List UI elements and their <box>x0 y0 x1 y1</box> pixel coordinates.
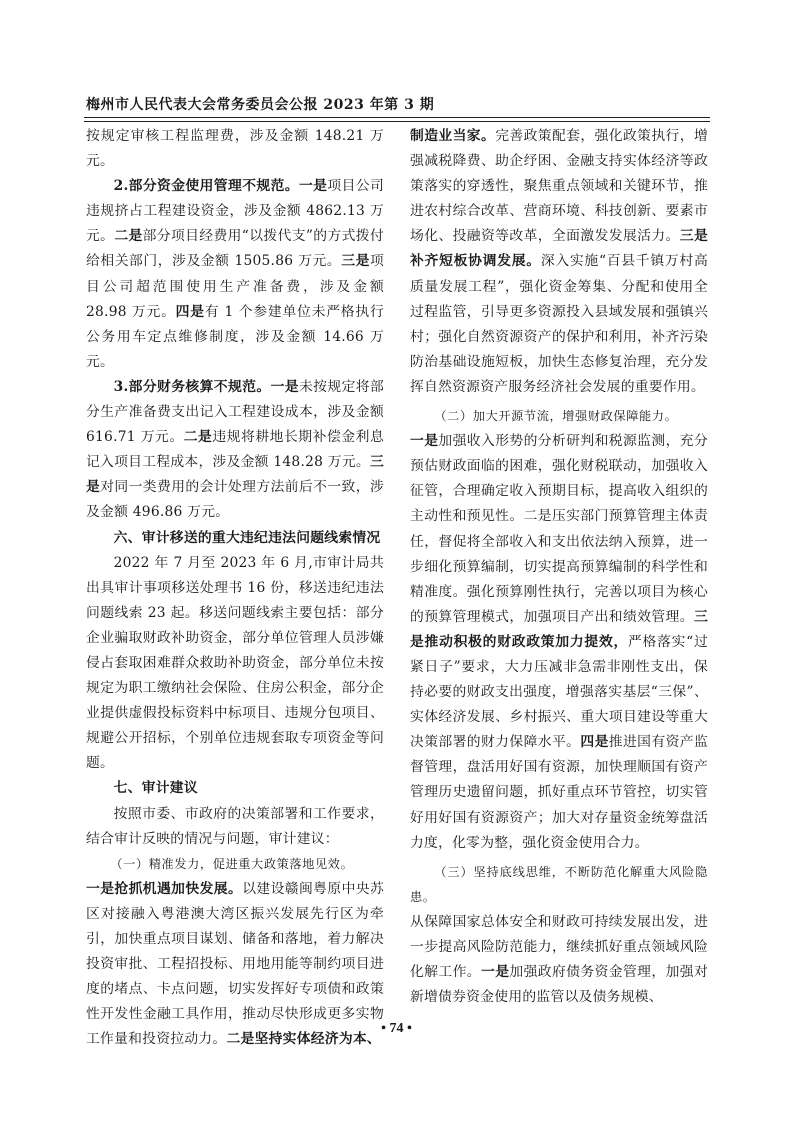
text: 以建设赣闽粤原中央苏区对接融入粤港澳大湾区振兴发展先行区为牵引，加快重点项目谋划、储备和落地，着力解决投资审批、工程招投标、用地用能等制约项目进度的堵点、卡点问题，切实发挥好专项债和政策性开发性金融工具作用，推动尽快形成更多实物工作量和投资拉动力。 <box>86 880 385 1048</box>
section-heading: 3.部分财务核算不规范。 <box>113 378 271 395</box>
bold-lead: 三是推动积极的财政政策加力提效， <box>410 608 708 650</box>
page-number: • 74 • <box>381 1021 412 1036</box>
bulletin-header: 梅州市人民代表大会常务委员会公报 2023 年第 3 期 <box>86 97 435 113</box>
paragraph: 2022 年 7 月至 2023 年 6 月,市审计局共出具审计事项移送处理书 16 份，移送违纪违法问题线索 23 起。移送问题线索主要包括：部分企业骗取财政补助资金，部分单位管理人员涉嫌侵占套取困难群众救助补助资金，部分单位未按规定为职工缴纳社会保险、住房公积金，部分企业提供虚假投标资料中标项目、违规分包项目、规避公开招标，个别单位违规套取专项资金等问题。 <box>86 554 384 772</box>
text: 加强政府债务资金管理，加强对新增债券资金使用的监管以及债务规模、 <box>410 964 709 1006</box>
bold-lead: 二是 <box>114 228 143 245</box>
paragraph: 按照市委、市政府的决策部署和工作要求，结合审计反映的情况与问题，审计建议： <box>86 805 384 847</box>
text: 严格落实“过紧日子”要求，大力压减非急需非刚性支出，保持必要的财政支出强度，增强落实基层“三保”、实体经济发展、乡村振兴、重大项目建设等重大决策部署的财力保障水平。 <box>410 633 708 751</box>
bold-lead: 二是坚持实体经济为本、 <box>226 1031 381 1048</box>
text: 推进国有资产监督管理，盘活用好国有资源，加快理顺国有资产管理历史遗留问题，抓好重点环节管控，切实管好用好国有资源资产；加大对存量资金统筹盘活力度，化零为整，强化资金使用合力。 <box>410 734 709 851</box>
section-heading: 六、审计移送的重大违纪违法问题线索情况 <box>113 529 381 546</box>
paragraph <box>410 124 708 400</box>
right-column <box>410 124 708 1010</box>
bold-lead: 四是 <box>175 303 205 320</box>
subsection-heading: （三）坚持底线思维，不断防范化解重大风险隐患。 <box>410 864 708 904</box>
paragraph: 按规定审核工程监理费，涉及金额 148.21 万元。 <box>86 128 384 170</box>
header-rule-thin <box>84 121 710 122</box>
header-rule-thick <box>84 117 710 118</box>
bold-lead: 二是 <box>183 429 213 446</box>
bold-lead: 一是 <box>481 964 510 981</box>
subsection-heading: （一）精准发力，促进重大政策落地见效。 <box>110 856 354 871</box>
bold-lead: 一是 <box>270 378 299 395</box>
paragraph <box>86 174 384 375</box>
bold-lead: 一是 <box>298 178 328 195</box>
bold-lead: 三是补齐短板协调发展。 <box>410 228 709 270</box>
text: 从保障国家总体安全和财政可持续发展出发，进一步提高风险防范能力，继续抓好重点领域风险化解工作。 <box>410 913 708 981</box>
text: 部分项目经费用“以拨代支”的方式拨付给相关部门，涉及金额 1505.86 万元。 <box>86 228 384 270</box>
text: 完善政策配套，强化政策执行，增强减税降费、助企纾困、金融支持实体经济等政策落实的穿透性，聚焦重点领域和关键环节，推进农村综合改革、营商环境、科技创新、要素市场化、投融资等改革，全面激发发展活力。 <box>410 128 709 245</box>
subsection-heading: （二）加大开源节流，增强财政保障能力。 <box>434 409 678 424</box>
text: 有 1 个参建单位未严格执行公务用车定点维修制度，涉及金额 14.66 万元。 <box>86 303 384 370</box>
text: 违规将耕地长期补偿金利息记入项目工程成本，涉及金额 148.28 万元。 <box>86 429 384 471</box>
text: 加强收入形势的分析研判和税源监测，充分预估财政面临的困难，强化财税联动，加强收入征管，合理确定收入预期目标，提高收入组织的主动性和预见性。二是压实部门预算管理主体责任，督促将全部收入和支出依法纳入预算，进一步细化预算编制，切实提高预算编制的科学性和精准度。强化预算刚性执行，完善以项目为核心的预算管理模式，加强项目产出和绩效管理。 <box>410 433 709 625</box>
text: 深入实施“百县千镇万村高质量发展工程”，强化资金筹集、分配和使用全过程监管，引导更多资源投入县域发展和强镇兴村；强化自然资源资产的保护和利用，补齐污染防治基础设施短板，加快生态修复治理，充分发挥自然资源资产服务经济社会发展的重要作用。 <box>410 253 708 395</box>
bold-lead: 三是 <box>86 454 384 496</box>
text: 项目公司超范围使用生产准备费，涉及金额 28.98 万元。 <box>86 253 384 320</box>
section-heading: 2.部分资金使用管理不规范。 <box>113 178 299 195</box>
bold-lead: 制造业当家。 <box>410 128 496 144</box>
text: 项目公司违规挤占工程建设资金，涉及金额 4862.13 万元。 <box>86 178 385 245</box>
bold-lead: 三是 <box>341 253 370 270</box>
section-heading: 七、审计建议 <box>113 780 198 797</box>
paragraph <box>86 375 384 526</box>
left-column <box>86 124 384 1052</box>
paragraph <box>410 910 708 1010</box>
paragraph <box>410 429 708 856</box>
bold-lead: 一是抢抓机遇加快发展。 <box>86 880 243 897</box>
bold-lead: 四是 <box>580 734 609 751</box>
text: 对同一类费用的会计处理方法前后不一致，涉及金额 496.86 万元。 <box>86 479 385 521</box>
bold-lead: 一是 <box>410 433 439 450</box>
text: 未按规定将部分生产准备费支出记入工程建设成本，涉及金额 616.71 万元。 <box>86 378 385 446</box>
